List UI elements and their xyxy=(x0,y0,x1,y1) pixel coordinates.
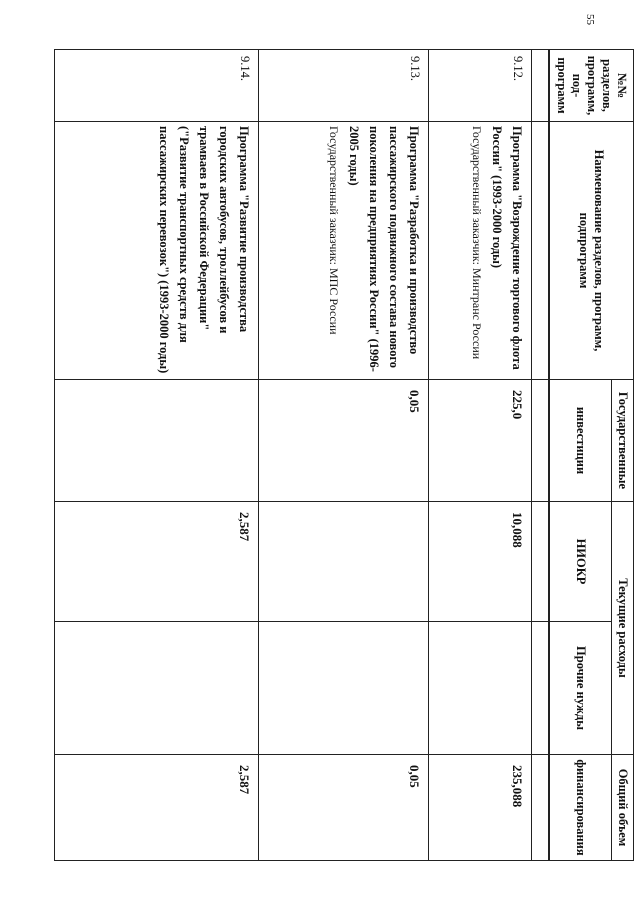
row-number: 9.13. xyxy=(408,56,422,81)
row-gov-investment: 0,05 xyxy=(407,390,422,413)
header-total-top: Общий объем xyxy=(616,768,630,847)
row-number: 9.12. xyxy=(511,56,525,81)
header-total-sub: финансирования xyxy=(574,759,588,856)
rotated-table-container xyxy=(54,49,634,861)
row-program-name: Программа "Развитие производства городских автобусов, троллейбусов и трамваев в Российской Федерации" ("Развитие транспортных средств для пассажирских перевозок") (1993-2000 годы) xyxy=(157,126,251,374)
page-number: 55 xyxy=(584,14,596,25)
row-program-name: Программа "Возрождение торгового флота России" (1993-2000 годы) Государственный заказчик: Минтранс России xyxy=(470,126,524,370)
header-num: №№ разделов, программ, под-программ xyxy=(555,55,629,116)
row-other-needs xyxy=(55,622,258,754)
row-niokr: 10,088 xyxy=(510,512,525,548)
row-other-needs xyxy=(259,622,428,754)
row-total: 0,05 xyxy=(407,765,422,788)
header-name: Наименование разделов, программ, подпрограмм xyxy=(577,149,607,352)
financing-table xyxy=(54,49,634,861)
header-gov-top: Государственные xyxy=(616,391,630,490)
row-number: 9.14. xyxy=(238,56,252,81)
row-program-name: Программа "Разработка и производство пассажирского подвижного состава нового поколения на предприятиях России" (1996-2005 годы) Государственный заказчик: МПС России xyxy=(327,126,421,372)
row-total: 235,088 xyxy=(510,765,525,808)
header-other-needs: Прочие нужды xyxy=(574,646,588,730)
header-niokr: НИОКР xyxy=(574,538,588,585)
row-niokr: 2,587 xyxy=(237,512,252,542)
row-total: 2,587 xyxy=(237,765,252,795)
header-gov-sub: инвестиции xyxy=(574,406,588,475)
row-gov-investment xyxy=(55,380,258,501)
row-gov-investment: 225,0 xyxy=(510,390,525,420)
row-niokr xyxy=(259,502,428,621)
header-current-expenses: Текущие расходы xyxy=(616,578,630,678)
row-other-needs xyxy=(429,622,531,754)
